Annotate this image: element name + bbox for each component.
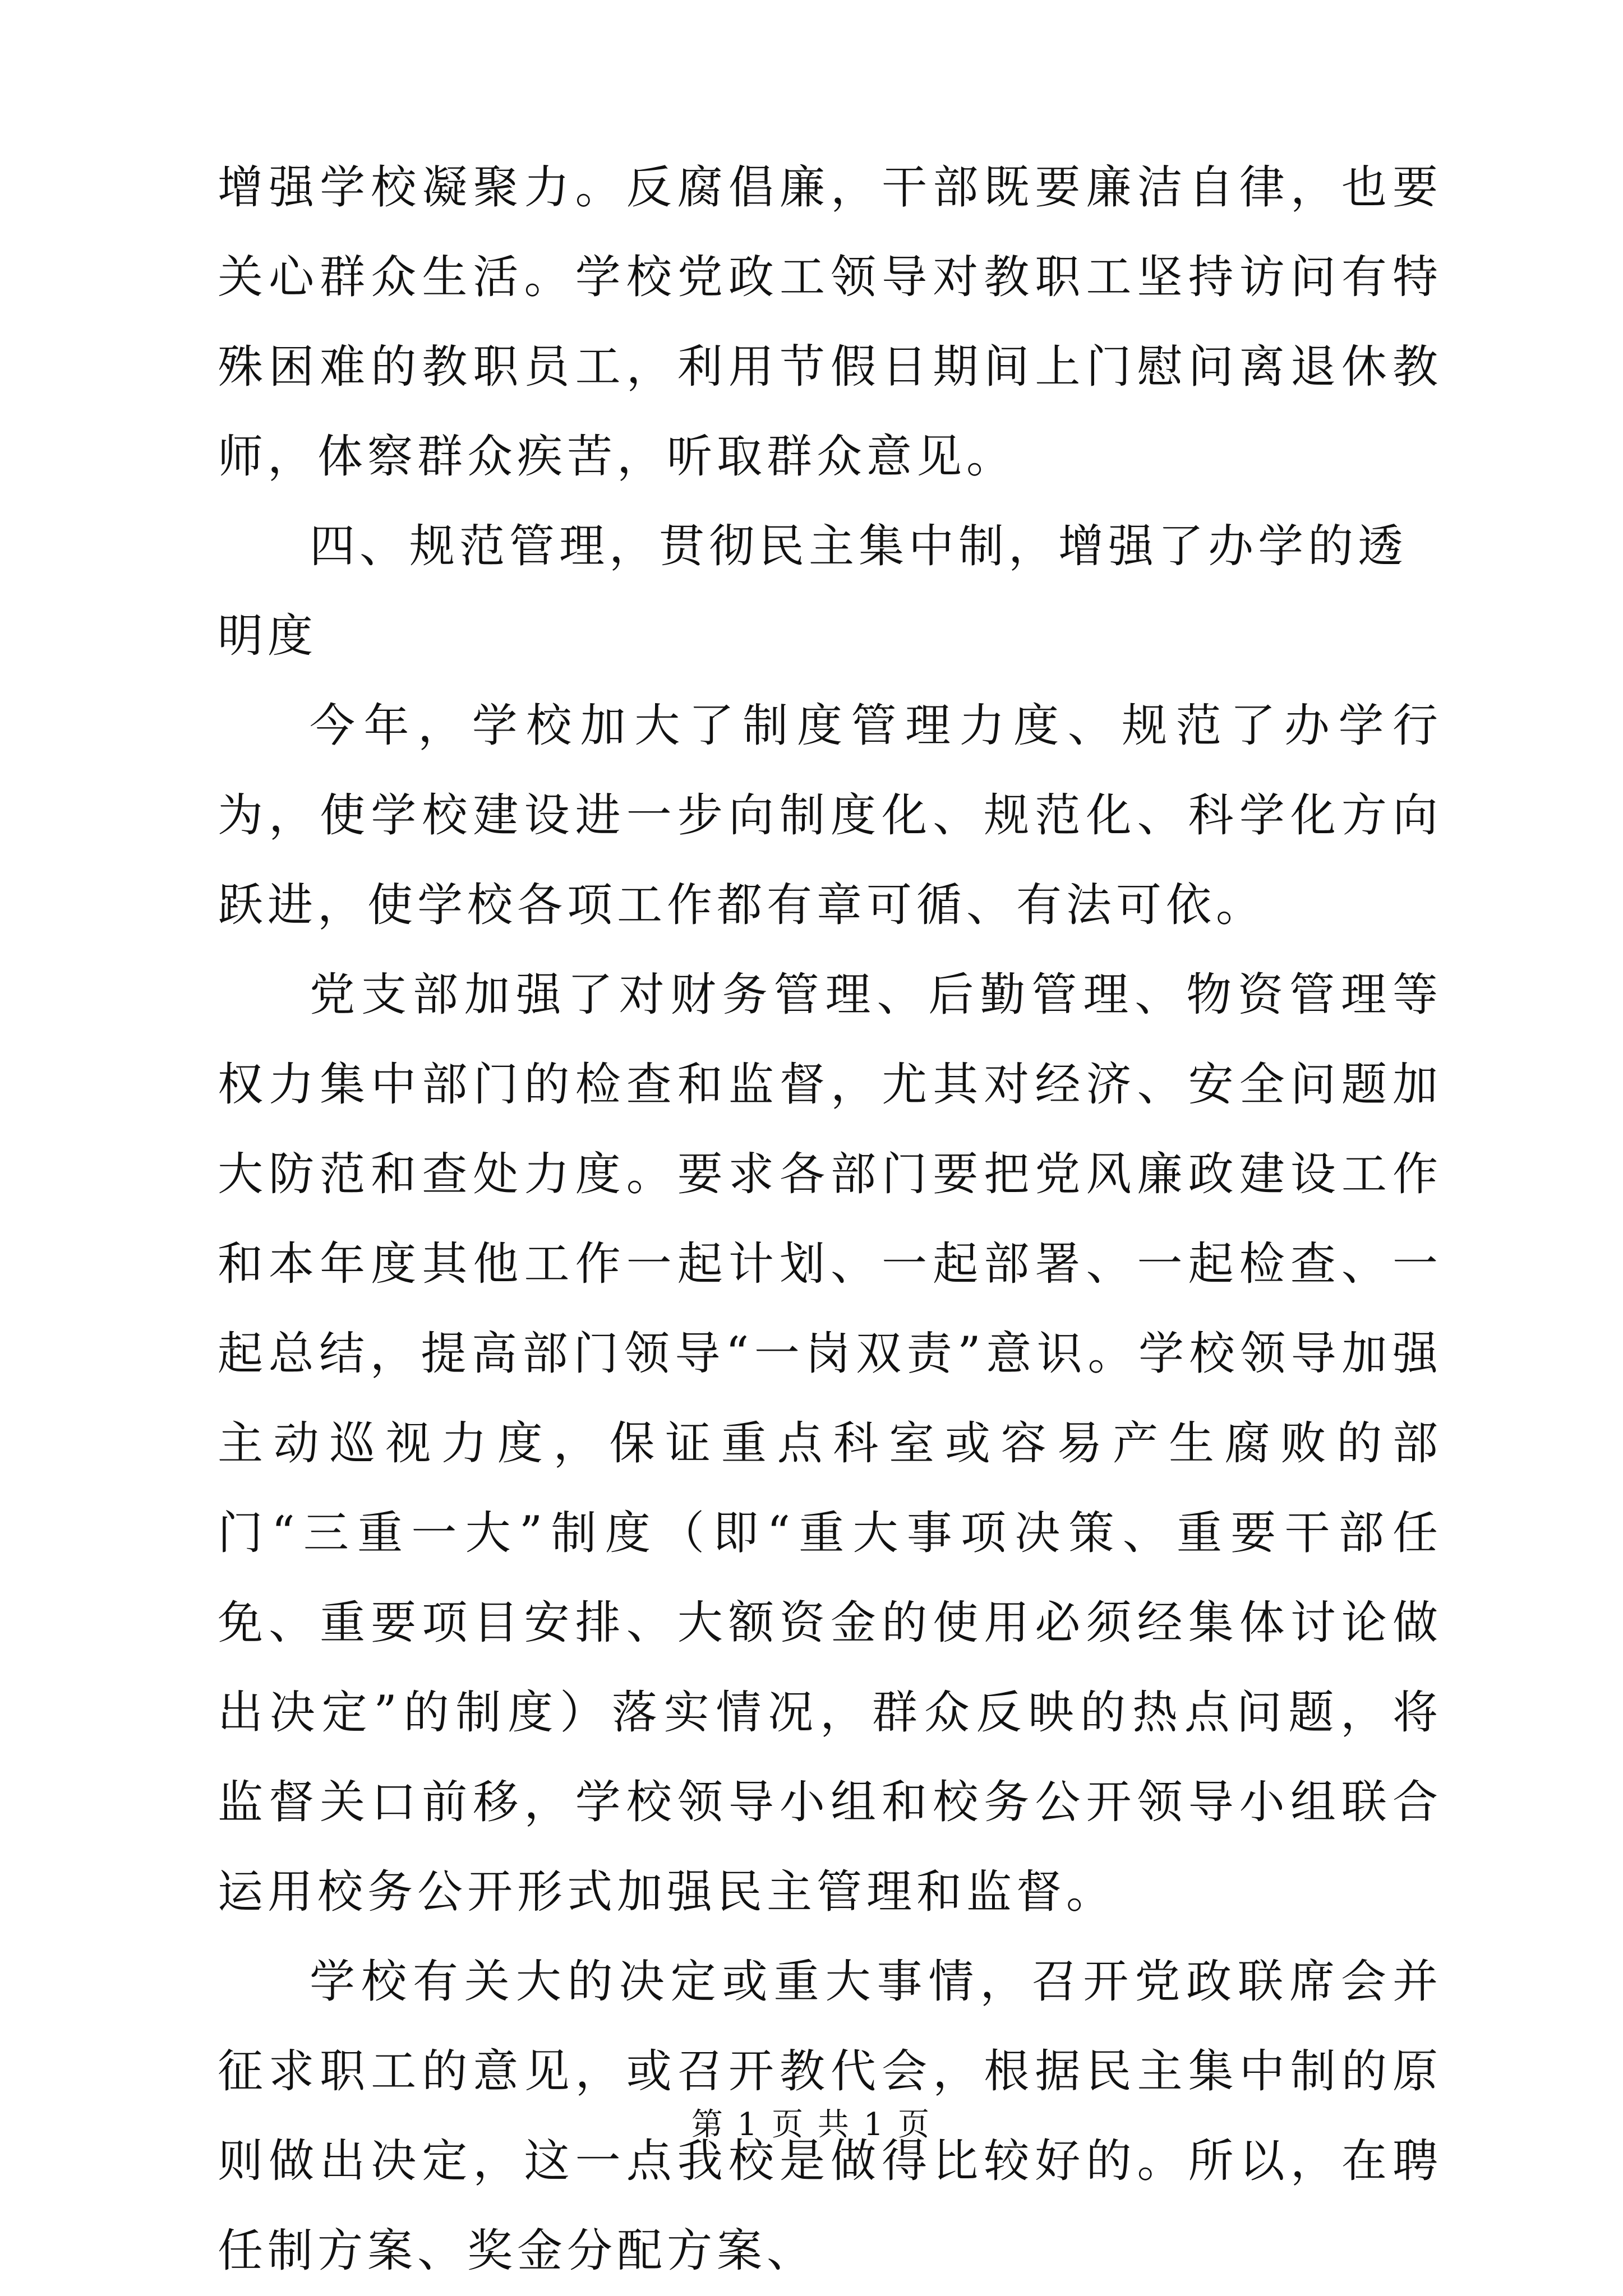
paragraph: 党支部加强了对财务管理、后勤管理、物资管理等权力集中部门的检查和监督，尤其对经济、安全问题加大防范和查处力度。要求各部门要把党风廉政建设工作和本年度其他工作一起计划、一起部署、一起检查、一起总结，提高部门领导“一岗双责”意识。学校领导加强主动巡视力度，保证重点科室或容易产生腐败的部门“三重一大”制度（即“重大事项决策、重要干部任免、重要项目安排、大额资金的使用必须经集体讨论做出决定”的制度）落实情况，群众反映的热点问题，将监督关口前移，学校领导小组和校务公开领导小组联合运用校务公开形式加强民主管理和监督。 [218, 969, 1442, 1919]
paragraph: 今年，学校加大了制度管理力度、规范了办学行为，使学校建设进一步向制度化、规范化、科学化方向跃进，使学校各项工作都有章可循、有法可依。 [218, 700, 1442, 932]
section-heading: 四、规范管理，贯彻民主集中制，增强了办学的透明度 [218, 520, 1408, 663]
document-body [218, 143, 1442, 2296]
page-footer: 第 1 页 共 1 页 [691, 2106, 932, 2143]
paragraph-continuation: 增强学校凝聚力。反腐倡廉，干部既要廉洁自律，也要关心群众生活。学校党政工领导对教职工坚持访问有特殊困难的教职员工，利用节假日期间上门慰问离退休教师，体察群众疾苦，听取群众意见。 [218, 161, 1442, 483]
paragraph: 学校有关大的决定或重大事情，召开党政联席会并征求职工的意见，或召开教代会，根据民主集中制的原则做出决定，这一点我校是做得比较好的。所以，在聘任制方案、奖金分配方案、 [218, 1956, 1442, 2277]
